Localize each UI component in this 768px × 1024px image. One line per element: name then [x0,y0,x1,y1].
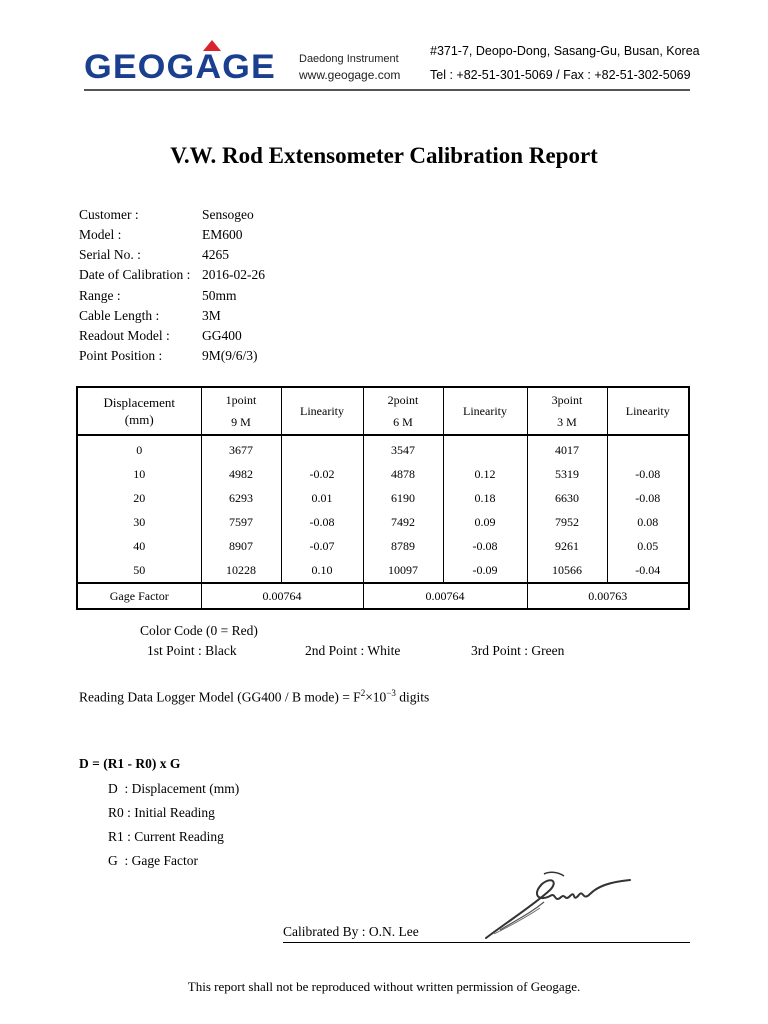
header-displacement: Displacement (mm) [77,387,201,435]
color-code-point2: 2nd Point : White [305,643,401,658]
report-title: V.W. Rod Extensometer Calibration Report [170,143,598,168]
cell-linearity [443,435,527,462]
cell-linearity: 0.09 [443,510,527,534]
cell-reading: 8907 [201,534,281,558]
company-name: Daedong Instrument [299,53,399,65]
header-linearity: Linearity [281,387,363,435]
formula-def-r0: R0 : Initial Reading [108,805,215,820]
company-address: #371-7, Deopo-Dong, Sasang-Gu, Busan, Korea [430,44,700,58]
info-key: Range : [79,288,121,303]
color-code-point1: 1st Point : Black [147,643,237,658]
cell-linearity: -0.08 [281,510,363,534]
cell-displacement: 50 [77,558,201,583]
cell-linearity: -0.07 [281,534,363,558]
cell-linearity: 0.18 [443,486,527,510]
company-tel-fax: Tel : +82-51-301-5069 / Fax : +82-51-302-5069 [430,68,691,82]
info-key: Serial No. : [79,247,141,262]
gage-factor-row [77,583,689,609]
header-point2: 2point 6 M [363,387,443,435]
formula-def-g: G : Gage Factor [108,853,198,868]
info-value: 4265 [202,247,229,262]
cell-reading: 10097 [363,558,443,583]
table-row [77,534,689,558]
info-key: Date of Calibration : [79,267,191,282]
table-header-row [77,387,689,435]
cell-displacement: 10 [77,462,201,486]
gage-factor-value: 0.00764 [201,583,363,609]
info-value: 2016-02-26 [202,267,265,282]
info-key: Model : [79,227,122,242]
cell-reading: 9261 [527,534,607,558]
cell-linearity: -0.09 [443,558,527,583]
formula-def-r1: R1 : Current Reading [108,829,224,844]
info-key: Cable Length : [79,308,160,323]
cell-reading: 10566 [527,558,607,583]
cell-linearity: 0.12 [443,462,527,486]
info-value: GG400 [202,328,242,343]
cell-reading: 7597 [201,510,281,534]
geogage-logo [84,40,414,88]
color-code-point3: 3rd Point : Green [471,643,565,658]
header-linearity: Linearity [607,387,689,435]
cell-linearity: 0.08 [637,514,659,529]
cell-reading: 4878 [363,462,443,486]
cell-reading: 6190 [363,486,443,510]
cell-displacement: 40 [77,534,201,558]
gage-factor-value: 0.00763 [527,583,689,609]
header-divider [84,89,690,91]
header-linearity: Linearity [443,387,527,435]
info-key: Customer : [79,207,139,222]
cell-linearity [607,435,689,462]
cell-reading: 4982 [201,462,281,486]
cell-linearity: -0.08 [635,490,661,505]
displacement-equation: D = (R1 - R0) x G [79,756,181,771]
logo-wordmark: GEOGAGE [84,48,276,86]
info-key: Point Position : [79,348,163,363]
cell-reading: 3677 [201,435,281,462]
info-value: Sensogeo [202,207,254,222]
footer-notice: This report shall not be reproduced without written permission of Geogage. [187,979,581,994]
gage-factor-value: 0.00764 [363,583,527,609]
table-row [77,462,689,486]
cell-displacement: 20 [77,486,201,510]
signature-line [283,942,690,943]
reading-formula: Reading Data Logger Model (GG400 / B mode) = $F^2\times 10^{-3}$ digits [79,688,430,705]
table-row [77,435,689,462]
cell-linearity: 0.10 [281,558,363,583]
cell-reading: 7492 [363,510,443,534]
cell-displacement: 30 [77,510,201,534]
cell-reading: 5319 [527,462,607,486]
cell-displacement: 0 [77,435,201,462]
company-website: www.geogage.com [299,68,401,82]
calibration-table [76,386,690,610]
cell-linearity: -0.04 [635,562,661,577]
cell-reading: 7952 [527,510,607,534]
header-point3: 3point 3 M [527,387,607,435]
cell-linearity [281,435,363,462]
cell-reading: 6630 [527,486,607,510]
cell-linearity: 0.01 [281,486,363,510]
header-point1: 1point 9 M [201,387,281,435]
cell-linearity: 0.05 [637,538,659,553]
info-value: 9M(9/6/3) [202,348,258,363]
formula-def-d: D : Displacement (mm) [108,781,240,796]
table-row [77,486,689,510]
info-key: Readout Model : [79,328,170,343]
cell-linearity: -0.08 [635,466,661,481]
cell-reading: 4017 [527,435,607,462]
cell-linearity: -0.02 [281,462,363,486]
cell-linearity: -0.08 [443,534,527,558]
cell-reading: 3547 [363,435,443,462]
cell-reading: 8789 [363,534,443,558]
info-value: EM600 [202,227,243,242]
info-value: 50mm [202,288,237,303]
calibrated-by: Calibrated By : O.N. Lee [283,924,419,939]
table-row [77,558,689,583]
info-value: 3M [202,308,221,323]
cell-reading: 10228 [201,558,281,583]
handwritten-signature [480,868,640,944]
gage-factor-label: Gage Factor [77,583,201,609]
table-row [77,510,689,534]
color-code-title: Color Code (0 = Red) [140,623,258,638]
cell-reading: 6293 [201,486,281,510]
